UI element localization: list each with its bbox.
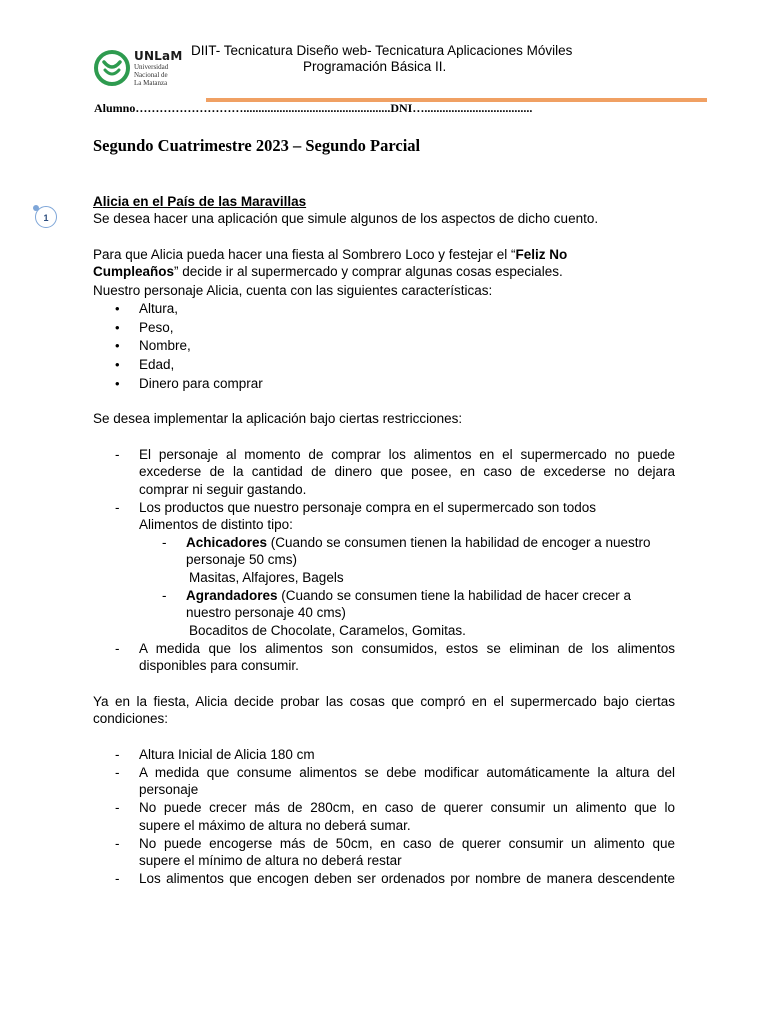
logo-sub-2: Nacional de [134,71,168,79]
unlam-emblem-icon [94,50,130,86]
university-logo [94,48,204,92]
restriction-1-line-2: excederse de la cantidad de dinero que posee, en caso de excederse no dejara [139,464,675,479]
paragraph-4-line-1: Ya en la fiesta, Alicia decide probar las cosas que compró en el supermercado bajo ciertas [93,694,675,709]
dash-marker: - [115,871,120,886]
restriction-3-line-2: disponibles para consumir. [139,658,299,673]
header-program-line: DIIT- Tecnicatura Diseño web- Tecnicatura Aplicaciones Móviles [191,43,573,58]
p1-text-a: Para que Alicia pueda hacer una fiesta al Sombrero Loco y festejar el “ [93,247,516,262]
list-item: Peso, [139,320,174,335]
dash-marker: - [115,747,120,762]
sub-item-1-line-1 [186,534,651,552]
exam-title: Segundo Cuatrimestre 2023 – Segundo Parcial [93,136,421,155]
list-item: Nombre, [139,338,191,353]
sub-item-2-examples: Bocaditos de Chocolate, Caramelos, Gomitas. [189,623,466,638]
p1-bold-1: Feliz No [515,247,568,262]
logo-sub-3: La Matanza [134,79,168,87]
sub-item-1-line-2: personaje 50 cms) [186,552,298,567]
sub2-bold: Agrandadores [186,588,278,603]
restriction-1-line-3: comprar ni seguir gastando. [139,482,307,497]
paragraph-1-line-1 [93,246,567,264]
dash-marker: - [115,765,120,780]
dash-marker: - [115,836,120,851]
dash-marker: - [162,588,167,603]
bullet-marker: • [115,301,120,316]
header-course-line: Programación Básica II. [303,59,447,74]
paragraph-3: Se desea implementar la aplicación bajo ciertas restricciones: [93,411,463,426]
condition-4-line-2: supere el mínimo de altura no deberá restar [139,853,402,868]
sub1-bold: Achicadores [186,535,268,550]
bullet-marker: • [115,320,120,335]
dash-marker: - [115,500,120,515]
sub1-text: (Cuando se consumen tienen la habilidad de encoger a nuestro [267,535,651,550]
restriction-1-line-1: El personaje al momento de comprar los alimentos en el supermercado no puede [139,447,675,462]
bullet-marker: • [115,376,120,391]
paragraph-2: Nuestro personaje Alicia, cuenta con las siguientes características: [93,283,493,298]
section-heading: Alicia en el País de las Maravillas [93,194,307,209]
dash-marker: - [162,535,167,550]
bullet-marker: • [115,357,120,372]
restriction-3-line-1: A medida que los alimentos son consumidos, estos se eliminan de los alimentos [139,641,675,656]
condition-3-line-1: No puede crecer más de 280cm, en caso de querer consumir un alimento que lo [139,800,675,815]
dash-marker: - [115,447,120,462]
p1-bold-2: Cumpleaños [93,264,175,279]
logo-brand: UNLaM [134,49,183,63]
paragraph-4-line-2: condiciones: [93,711,169,726]
student-name-field: Alumno……………………….................................................DNI….................................... [94,101,533,115]
sub-item-1-examples: Masitas, Alfajores, Bagels [189,570,344,585]
condition-2-line-1: A medida que consume alimentos se debe modificar automáticamente la altura del [139,765,675,780]
condition-2-line-2: personaje [139,782,199,797]
intro-text: Se desea hacer una aplicación que simule algunos de los aspectos de dicho cuento. [93,211,599,226]
restriction-2-line-2: Alimentos de distinto tipo: [139,517,293,532]
p1-text-b: ” decide ir al supermercado y comprar algunas cosas especiales. [174,264,563,279]
sub-item-2-line-1 [186,587,631,605]
list-item: Altura, [139,301,179,316]
condition-4-line-1: No puede encogerse más de 50cm, en caso de querer consumir un alimento que [139,836,675,851]
list-item: Edad, [139,357,175,372]
restriction-2-line-1: Los productos que nuestro personaje compra en el supermercado son todos [139,500,597,515]
sub2-text: (Cuando se consumen tiene la habilidad de hacer crecer a [277,588,631,603]
condition-5: Los alimentos que encogen deben ser ordenados por nombre de manera descendente [139,871,675,886]
paragraph-1-line-2 [93,263,563,281]
dash-marker: - [115,641,120,656]
bullet-marker: • [115,338,120,353]
comment-marker[interactable]: 1 [35,206,57,228]
dash-marker: - [115,800,120,815]
sub-item-2-line-2: nuestro personaje 40 cms) [186,605,346,620]
condition-1: Altura Inicial de Alicia 180 cm [139,747,315,762]
logo-sub-1: Universidad [134,63,169,71]
condition-3-line-2: supere el máximo de altura no deberá sumar. [139,818,411,833]
list-item: Dinero para comprar [139,376,263,391]
